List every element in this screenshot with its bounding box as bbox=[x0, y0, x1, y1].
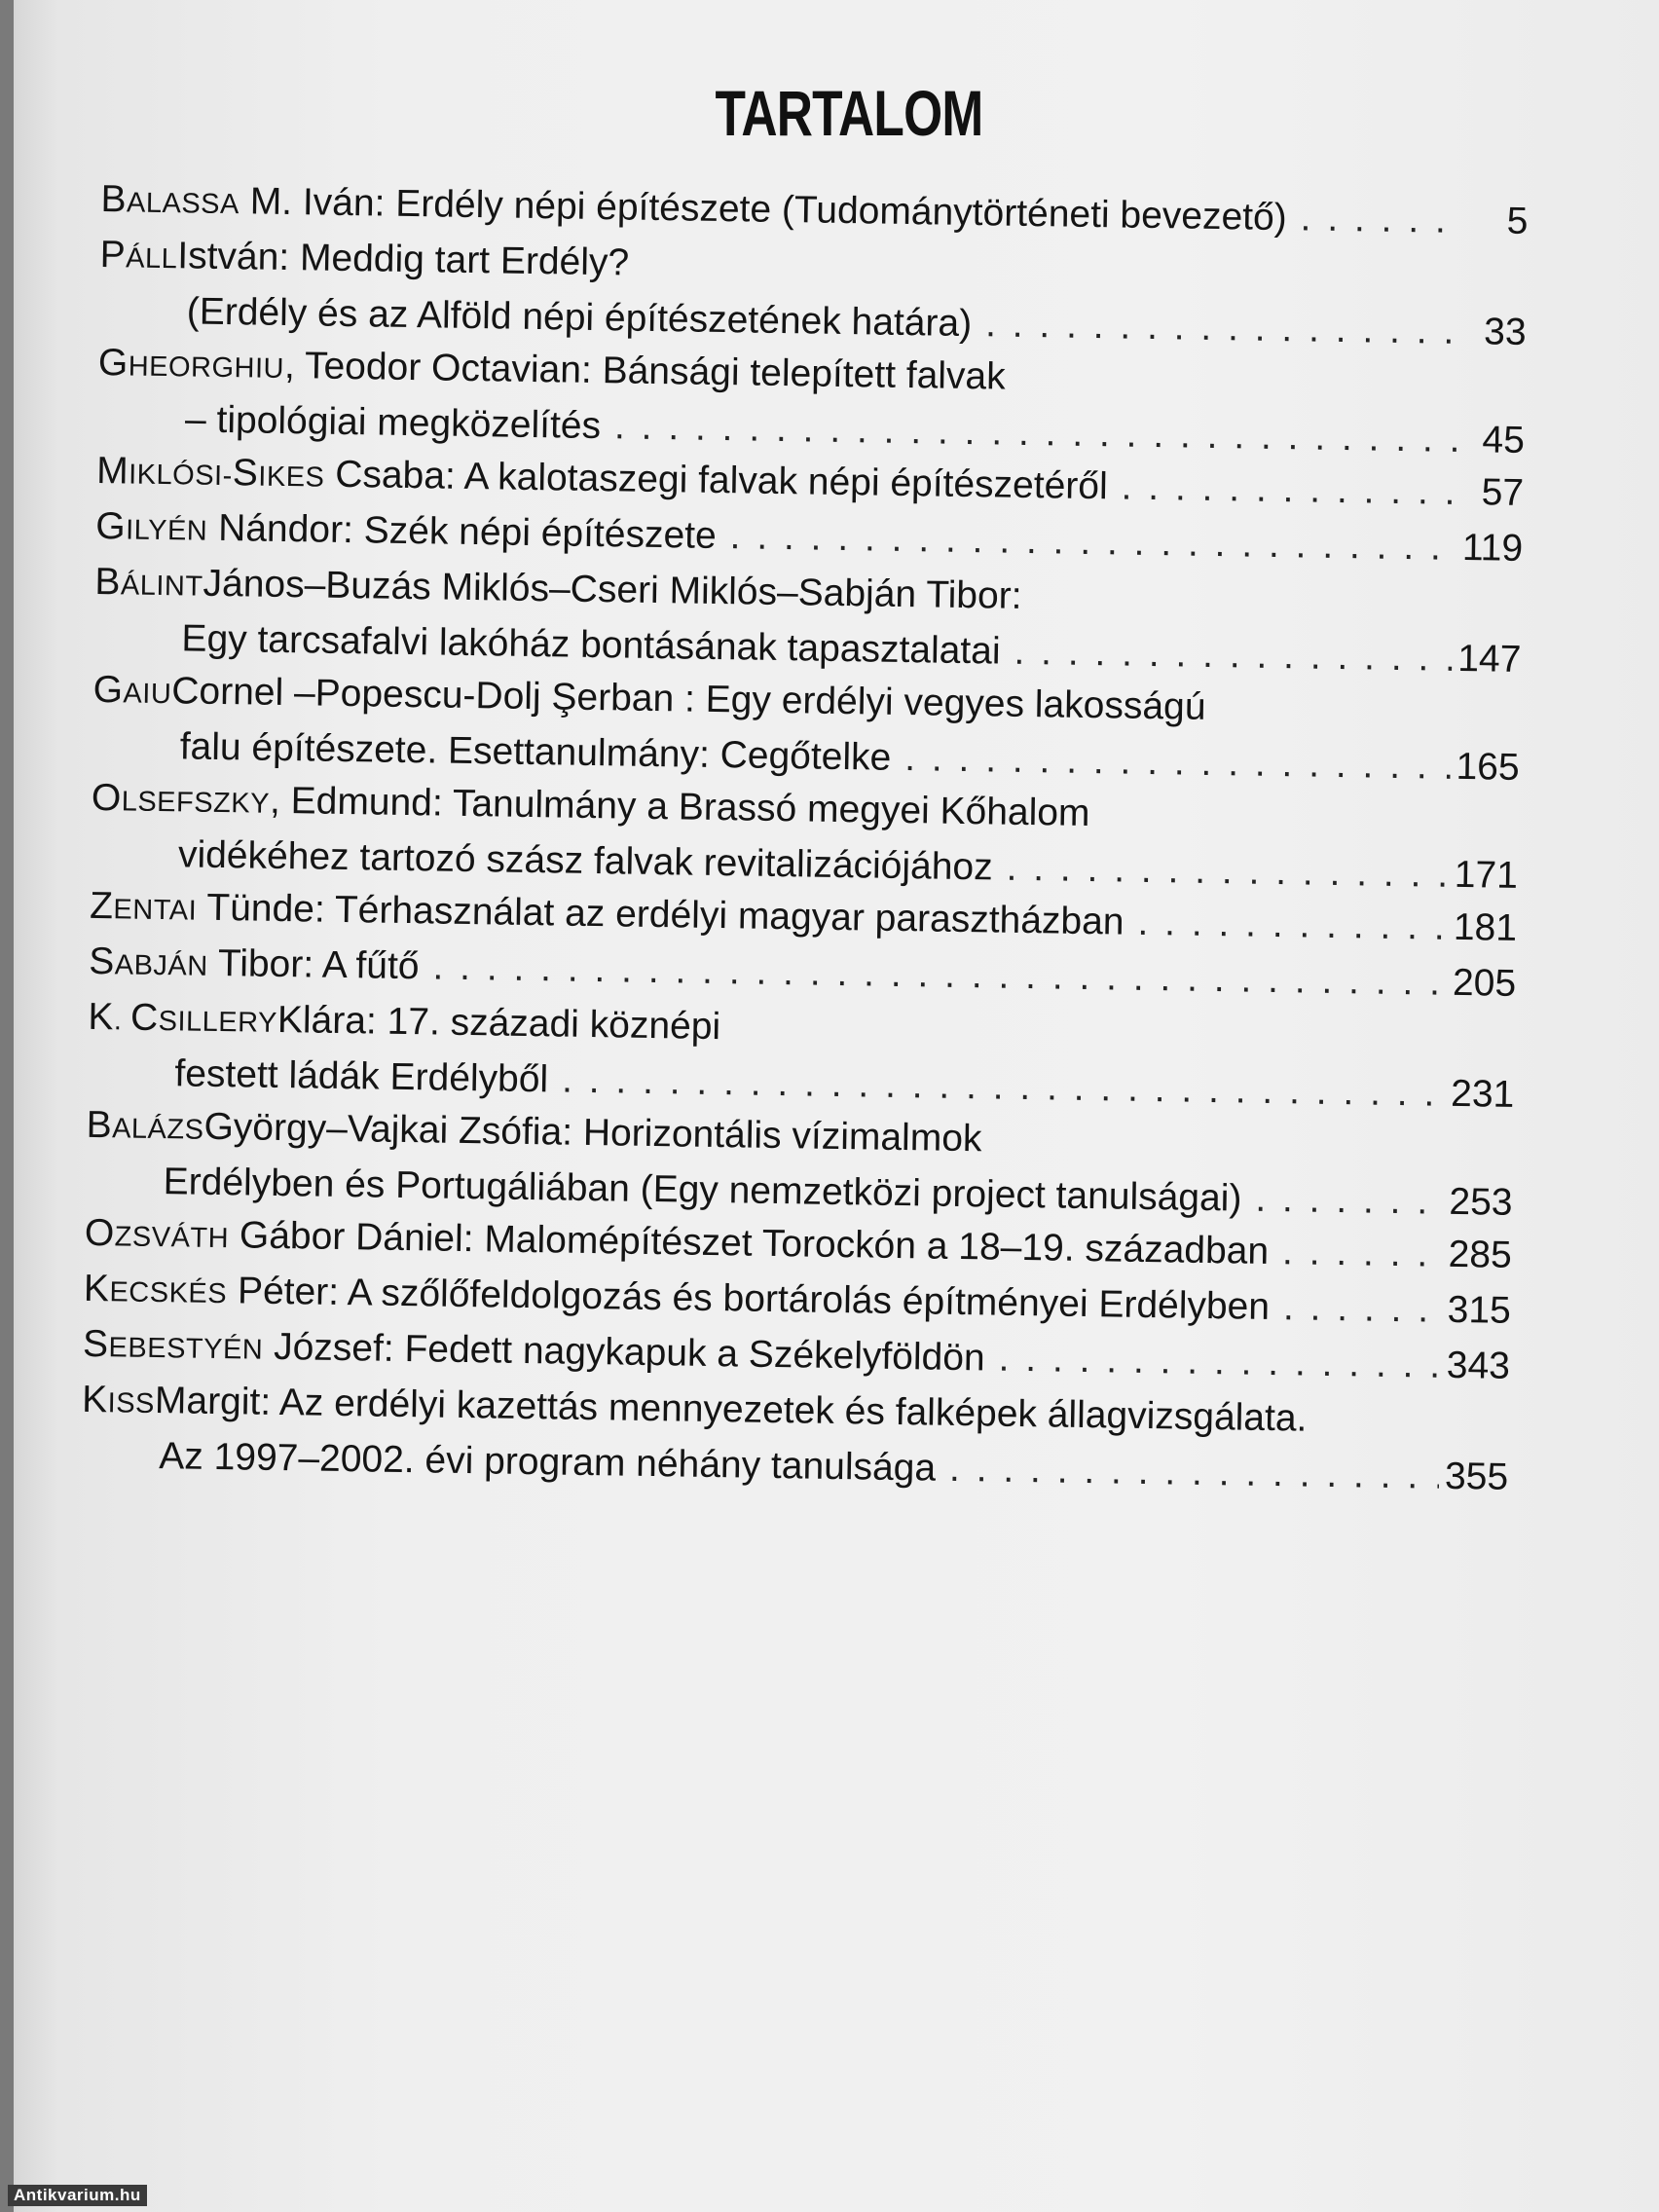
entry-text: Tibor: A fűtő bbox=[207, 941, 420, 988]
book-spine-shadow bbox=[0, 0, 14, 2212]
entry-text: Péter: A szőlőfeldolgozás és bortárolás építményei Erdélyben bbox=[226, 1270, 1271, 1328]
page-title: TARTALOM bbox=[715, 77, 983, 149]
page-number: 205 bbox=[1452, 961, 1517, 1005]
entry-continuation: Erdélyben és Portugáliában (Egy nemzetközi project tanulságai) bbox=[163, 1161, 1242, 1220]
author-caps: K. CSILLERY bbox=[88, 995, 278, 1040]
author-caps: SEBESTYÉN bbox=[82, 1322, 264, 1366]
page-number: 343 bbox=[1446, 1344, 1511, 1387]
entry-continuation: – tipológiai megközelítés bbox=[184, 398, 602, 448]
author-caps: ZENTAI bbox=[89, 884, 198, 928]
author-caps: BALÁZS bbox=[86, 1103, 204, 1147]
dot-leader bbox=[1300, 192, 1464, 247]
entry-text: István: Meddig tart Erdély? bbox=[176, 235, 630, 284]
page-number: 165 bbox=[1456, 745, 1520, 789]
dot-leader bbox=[1137, 897, 1448, 954]
page-number: 33 bbox=[1483, 311, 1527, 354]
entry-text: M. Iván: Erdély népi építészete (Tudománytörténeti bevezető) bbox=[239, 180, 1288, 240]
page-number: 45 bbox=[1482, 419, 1526, 461]
entry-text: , Edmund: Tanulmány a Brassó megyei Kőhalom bbox=[269, 779, 1090, 835]
author-caps: OLSEFSZKY bbox=[91, 776, 271, 820]
page-number: 355 bbox=[1444, 1455, 1509, 1498]
watermark-badge: Antikvarium.hu bbox=[8, 2185, 147, 2206]
table-of-contents bbox=[81, 173, 1529, 1504]
author-caps: GILYÉN bbox=[94, 504, 208, 548]
entry-continuation: Egy tarcsafalvi lakóház bontásának tapasztalatai bbox=[181, 617, 1001, 673]
entry-continuation: (Erdély és az Alföld népi építészetének határa) bbox=[186, 290, 973, 346]
author-caps: BÁLINT bbox=[94, 560, 203, 604]
dot-leader bbox=[1282, 1226, 1443, 1281]
entry-text: Tünde: Térhasználat az erdélyi magyar parasztházban bbox=[196, 886, 1124, 943]
entry-text: Klára: 17. századi köznépi bbox=[276, 998, 721, 1049]
toc-entry-kiss bbox=[81, 1374, 1510, 1504]
entry-text: József: Fedett nagykapuk a Székelyföldön bbox=[262, 1325, 986, 1380]
entry-text: György–Vajkai Zsófia: Horizontális vízimalmok bbox=[203, 1105, 982, 1161]
page-number: 5 bbox=[1506, 200, 1529, 243]
author-caps: MIKLÓSI-SIKES bbox=[95, 449, 325, 495]
entry-continuation: falu építészete. Esettanulmány: Cegőtelke bbox=[179, 725, 892, 779]
entry-text: Csaba: A kalotaszegi falvak népi építészetéről bbox=[324, 453, 1109, 508]
entry-text: Nándor: Szék népi építészete bbox=[206, 506, 718, 557]
dot-leader bbox=[1014, 626, 1453, 685]
page-number: 57 bbox=[1481, 471, 1525, 514]
author-caps: OZSVÁTH bbox=[84, 1211, 230, 1255]
entry-text: János–Buzás Miklós–Cseri Miklós–Sabján Tibor: bbox=[203, 562, 1022, 617]
dot-leader bbox=[949, 1443, 1440, 1503]
dot-leader bbox=[729, 510, 1456, 574]
entry-continuation: Az 1997–2002. évi program néhány tanulsága bbox=[158, 1435, 937, 1490]
entry-text: Cornel –Popescu-Dolj Şerban : Egy erdélyi vegyes lakosságú bbox=[171, 670, 1206, 728]
page-number: 171 bbox=[1454, 853, 1519, 897]
page-number: 147 bbox=[1456, 637, 1522, 681]
dot-leader bbox=[1006, 842, 1449, 902]
entry-continuation: festett ládák Erdélyből bbox=[174, 1052, 549, 1101]
dot-leader bbox=[1283, 1281, 1443, 1337]
author-caps: SABJÁN bbox=[88, 940, 208, 983]
author-caps: KISS bbox=[81, 1378, 156, 1421]
page-number: 231 bbox=[1450, 1072, 1515, 1116]
entry-text: Margit: Az erdélyi kazettás mennyezetek és falképek állagvizsgálata. bbox=[154, 1380, 1308, 1440]
author-caps: KECSKÉS bbox=[83, 1267, 228, 1310]
page-number: 253 bbox=[1449, 1180, 1513, 1224]
dot-leader bbox=[985, 298, 1462, 358]
author-caps: PÁLL bbox=[99, 233, 178, 276]
page-number: 181 bbox=[1453, 905, 1518, 949]
author-caps: BALASSA bbox=[100, 177, 240, 221]
page-number: 285 bbox=[1448, 1233, 1513, 1276]
entry-text: Gábor Dániel: Malomépítészet Torockón a 18–19. században bbox=[228, 1214, 1270, 1272]
page-number: 315 bbox=[1447, 1288, 1512, 1332]
dot-leader bbox=[1121, 461, 1459, 518]
author-caps: GAIU bbox=[92, 668, 172, 712]
page-number: 119 bbox=[1461, 527, 1524, 570]
dot-leader bbox=[998, 1333, 1441, 1392]
author-caps: GHEORGHIU bbox=[97, 341, 285, 385]
entry-continuation: vidékéhez tartozó szász falvak revitalizációjához bbox=[177, 833, 993, 889]
dot-leader bbox=[904, 732, 1451, 793]
dot-leader bbox=[1255, 1173, 1444, 1229]
entry-text: , Teodor Octavian: Bánsági telepített falvak bbox=[283, 344, 1007, 398]
